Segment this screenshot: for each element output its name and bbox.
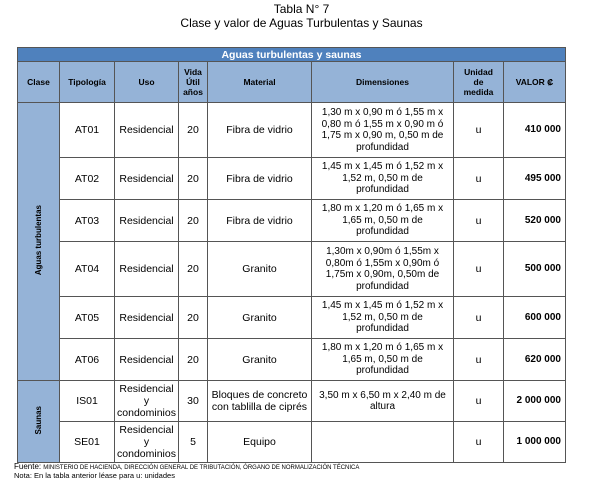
cell-tipologia: AT03	[60, 200, 115, 242]
header-dimensiones: Dimensiones	[312, 62, 454, 103]
cell-material: Fibra de vidrio	[208, 158, 312, 200]
cell-valor: 2 000 000	[504, 381, 566, 422]
dim-line: 1,45 m x 1,45 m ó 1,52 m x	[321, 161, 444, 173]
dim-line: 1,80 m x 1,20 m ó 1,65 m x	[321, 203, 444, 215]
cell-dimensiones	[312, 242, 454, 297]
cell-valor: 1 000 000	[504, 422, 566, 463]
group-label: Aguas turbulentas	[33, 204, 43, 276]
cell-unidad: u	[454, 381, 504, 422]
cell-material: Fibra de vidrio	[208, 200, 312, 242]
dim-line: 1,75m x 0,90m, 0,50m de	[325, 269, 440, 280]
material-line: Bloques de concreto	[211, 389, 308, 401]
header-unidad-line: Unidad	[464, 67, 493, 77]
dim-line: profundidad	[356, 141, 409, 153]
cell-valor: 495 000	[504, 158, 566, 200]
table-row	[18, 381, 566, 422]
cell-valor: 620 000	[504, 339, 566, 381]
cell-unidad: u	[454, 297, 504, 339]
table-row	[18, 103, 566, 158]
uso-line: y	[143, 395, 150, 407]
cell-vida: 20	[179, 158, 208, 200]
cell-uso: Residencial	[115, 158, 179, 200]
header-medida-line: medida	[463, 87, 494, 97]
cell-material: Granito	[208, 297, 312, 339]
cell-material: Granito	[208, 242, 312, 297]
cell-dimensiones	[312, 200, 454, 242]
table-row	[18, 200, 566, 242]
cell-dimensiones	[312, 103, 454, 158]
cell-tipologia: AT02	[60, 158, 115, 200]
header-de-line: de	[473, 77, 484, 87]
cell-vida: 30	[179, 381, 208, 422]
dim-line: profundidad	[356, 226, 409, 238]
source-text: MINISTERIO DE HACIENDA, DIRECCIÓN GENERAL DE TRIBUTACIÓN, ÓRGANO DE NORMALIZACIÓN TÉCNICA	[43, 465, 360, 471]
dim-line: 1,65 m, 0,50 m de	[342, 353, 423, 365]
cell-vida: 20	[179, 242, 208, 297]
dim-line: 1,45 m x 1,45 m ó 1,52 m x	[321, 300, 444, 312]
table-row	[18, 422, 566, 463]
cell-unidad: u	[454, 103, 504, 158]
cell-uso: Residencial	[115, 103, 179, 158]
cell-tipologia: IS01	[60, 381, 115, 422]
header-vida-util	[179, 62, 208, 103]
cell-tipologia: AT04	[60, 242, 115, 297]
cell-valor: 520 000	[504, 200, 566, 242]
cell-uso: Residencial	[115, 242, 179, 297]
cell-valor: 600 000	[504, 297, 566, 339]
cell-unidad: u	[454, 158, 504, 200]
valuation-table	[17, 47, 566, 463]
cell-unidad: u	[454, 422, 504, 463]
dim-line: 1,75 m x 0,90 m, 0,50 m de	[321, 130, 444, 141]
table-banner: Aguas turbulentas y saunas	[18, 48, 566, 62]
cell-vida: 5	[179, 422, 208, 463]
table-row	[18, 297, 566, 339]
dim-line: 0,80 m ó 1,55 m x 0,90 m ó	[321, 118, 444, 130]
table-row	[18, 242, 566, 297]
cell-tipologia: AT01	[60, 103, 115, 158]
dim-line: 1,65 m, 0,50 m de	[342, 214, 423, 226]
cell-valor: 410 000	[504, 103, 566, 158]
cell-uso	[115, 422, 179, 463]
cell-tipologia: SE01	[60, 422, 115, 463]
header-valor: VALOR ₡	[504, 62, 566, 103]
cell-uso	[115, 381, 179, 422]
cell-tipologia: AT05	[60, 297, 115, 339]
source-label: Fuente:	[14, 462, 42, 471]
dim-line: 3,50 m x 6,50 m x 2,40 m de	[319, 389, 446, 401]
uso-line: condominios	[117, 407, 176, 419]
header-material: Material	[208, 62, 312, 103]
header-clase: Clase	[18, 62, 60, 103]
dim-line: profundidad	[356, 280, 409, 292]
group-label: Saunas	[33, 405, 43, 435]
cell-unidad: u	[454, 339, 504, 381]
uso-line: Residencial	[119, 424, 174, 436]
dim-line: 0,80m ó 1,55m x 0,90m ó	[325, 257, 440, 269]
cell-dimensiones	[312, 297, 454, 339]
dim-line: 1,52 m, 0,50 m de	[342, 172, 423, 184]
cell-dimensiones	[312, 381, 454, 422]
cell-valor: 500 000	[504, 242, 566, 297]
header-tipologia: Tipología	[60, 62, 115, 103]
dim-line: 1,30m x 0,90m ó 1,55m x	[326, 246, 439, 257]
dim-line: 1,52 m, 0,50 m de	[342, 311, 423, 323]
cell-material: Fibra de vidrio	[208, 103, 312, 158]
header-util-line: Útil	[186, 77, 200, 87]
dim-line: profundidad	[356, 365, 409, 377]
header-vida-line: Vida	[184, 67, 202, 77]
cell-uso: Residencial	[115, 297, 179, 339]
group-saunas	[18, 381, 60, 463]
table-number: Tabla N° 7	[273, 2, 330, 16]
group-aguas-turbulentas	[18, 103, 60, 381]
cell-unidad: u	[454, 242, 504, 297]
cell-uso: Residencial	[115, 200, 179, 242]
cell-vida: 20	[179, 339, 208, 381]
dim-line: profundidad	[356, 323, 409, 335]
dim-line: altura	[369, 401, 395, 412]
header-unidad	[454, 62, 504, 103]
dim-line: 1,30 m x 0,90 m ó 1,55 m x	[321, 107, 444, 118]
cell-material: Equipo	[208, 422, 312, 463]
table-row	[18, 158, 566, 200]
cell-vida: 20	[179, 103, 208, 158]
cell-uso: Residencial	[115, 339, 179, 381]
table-title: Clase y valor de Aguas Turbulentas y Saunas	[180, 16, 423, 30]
cell-dimensiones	[312, 422, 454, 463]
cell-dimensiones	[312, 339, 454, 381]
dim-line: 1,80 m x 1,20 m ó 1,65 m x	[321, 342, 444, 354]
material-line: con tablilla de ciprés	[211, 401, 308, 413]
footnote: Nota: En la tabla anterior léase para u: unidades	[14, 471, 175, 480]
cell-unidad: u	[454, 200, 504, 242]
cell-material: Granito	[208, 339, 312, 381]
dim-line: profundidad	[356, 184, 409, 196]
uso-line: y	[143, 436, 150, 448]
header-anos-line: años	[183, 87, 203, 97]
table-row	[18, 339, 566, 381]
uso-line: Residencial	[119, 383, 174, 395]
uso-line: condominios	[117, 448, 176, 460]
cell-dimensiones	[312, 158, 454, 200]
cell-vida: 20	[179, 200, 208, 242]
cell-vida: 20	[179, 297, 208, 339]
cell-material	[208, 381, 312, 422]
cell-tipologia: AT06	[60, 339, 115, 381]
header-uso: Uso	[115, 62, 179, 103]
